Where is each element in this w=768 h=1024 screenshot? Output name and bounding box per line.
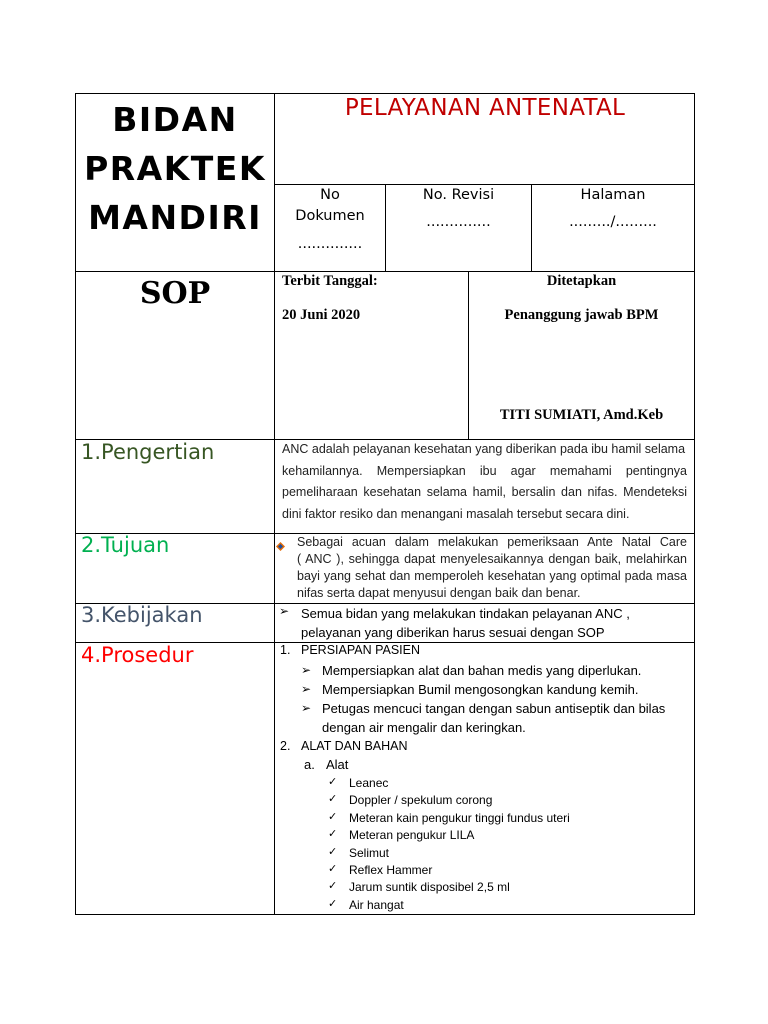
checkmark-icon: ✓ — [328, 844, 338, 858]
revision-value: .............. — [426, 214, 491, 230]
responsible-name: TITI SUMIATI, Amd.Keb — [499, 407, 664, 423]
arrow-bullet-icon: ➢ — [301, 682, 312, 696]
page-cell — [532, 185, 694, 233]
checkmark-icon: ✓ — [328, 896, 338, 910]
organization-name — [75, 93, 275, 242]
document-title: PELAYANAN ANTENATAL — [344, 95, 626, 121]
step-1-item-3: Petugas mencuci tangan dengan sabun antiseptik dan bilas — [322, 701, 666, 716]
alat-item: Doppler / spekulum corong — [349, 793, 493, 808]
row-divider-sop — [75, 271, 695, 272]
responsible-label: Penanggung jawab BPM — [504, 307, 659, 323]
doc-number-cell — [275, 185, 385, 255]
checkmark-icon: ✓ — [328, 827, 338, 841]
pengertian-line-3: pemeliharaan kesehatan selama hamil, bersalin dan nifas. Mendeteksi — [282, 485, 687, 499]
pengertian-text — [282, 439, 687, 525]
checkmark-icon: ✓ — [328, 879, 338, 893]
alat-item: Air hangat — [349, 897, 404, 912]
issued-label: Terbit Tanggal: — [282, 273, 378, 289]
step-1-item-3-cont: dengan air mengalir dan keringkan. — [322, 720, 526, 735]
alat-item: Meteran kain pengukur tinggi fundus uteri — [349, 810, 570, 825]
arrow-bullet-icon: ➢ — [301, 663, 312, 677]
checkmark-icon: ✓ — [328, 792, 338, 806]
pengertian-line-4: dini faktor resiko dan menangani masalah tersebut secara dini. — [282, 506, 630, 521]
page-value: ........./......... — [569, 214, 657, 230]
tujuan-line-4: nifas serta dapat menyusui dengan baik dan benar. — [297, 586, 581, 600]
checkmark-icon: ✓ — [328, 775, 338, 788]
step-2-sub-marker: a. — [304, 757, 315, 772]
step-2-number: 2. — [280, 739, 291, 753]
tujuan-text — [297, 534, 687, 602]
approved-label: Ditetapkan — [546, 273, 617, 289]
section-label-prosedur: 4.Prosedur — [81, 643, 194, 667]
revision-cell — [386, 185, 531, 233]
org-name-line-2: PRAKTEK — [84, 149, 266, 188]
alat-item: Leanec — [349, 776, 389, 790]
tujuan-line-3: bayi yang sehat dan memperoleh kesehatan yang optimal pada masa — [297, 569, 687, 583]
page-label: Halaman — [580, 187, 646, 203]
org-name-line-3: MANDIRI — [88, 198, 262, 237]
kebijakan-text — [301, 604, 691, 642]
doc-number-label-1: No — [320, 187, 340, 203]
checkmark-icon: ✓ — [328, 862, 338, 875]
section-label-kebijakan: 3.Kebijakan — [81, 603, 203, 627]
arrow-bullet-icon: ➢ — [279, 604, 290, 618]
tujuan-line-1: Sebagai acuan dalam melakukan pemeriksaan Ante Natal Care — [297, 535, 687, 549]
sop-label: SOP — [139, 276, 211, 311]
arrow-bullet-icon: ➢ — [301, 701, 312, 715]
checkmark-icon: ✓ — [328, 809, 338, 823]
alat-item: Meteran pengukur LILA — [349, 828, 475, 843]
kebijakan-line-2: pelayanan yang diberikan harus sesuai dengan SOP — [301, 625, 605, 640]
doc-number-label-2: Dokumen — [295, 208, 365, 224]
tujuan-line-2: ( ANC ), sehingga dapat menyelesaikannya dengan baik, melahirkan — [297, 552, 687, 566]
step-1-item-2: Mempersiapkan Bumil mengosongkan kandung kemih. — [322, 682, 639, 697]
table-border-right — [694, 93, 695, 915]
section-label-pengertian: 1.Pengertian — [81, 440, 215, 464]
section-label-tujuan: 2.Tujuan — [81, 533, 170, 557]
doc-number-value: .............. — [297, 236, 363, 252]
table-border-bottom — [75, 914, 695, 915]
alat-item: Jarum suntik disposibel 2,5 ml — [349, 880, 510, 895]
pengertian-line-2: kehamilannya. Mempersiapkan ibu agar memahami pentingnya — [282, 463, 687, 478]
sop-document-table — [75, 93, 695, 915]
step-2-sub-title: Alat — [326, 757, 349, 772]
revision-label: No. Revisi — [422, 187, 495, 203]
step-1-item-1: Mempersiapkan alat dan bahan medis yang diperlukan. — [322, 663, 642, 678]
kebijakan-line-1: Semua bidan yang melakukan tindakan pelayanan ANC , — [301, 606, 630, 621]
alat-item: Selimut — [349, 845, 390, 860]
step-1-number: 1. — [280, 643, 291, 657]
alat-item: Reflex Hammer — [349, 863, 433, 877]
step-1-title: PERSIAPAN PASIEN — [301, 643, 421, 657]
issued-date: 20 Juni 2020 — [282, 307, 361, 323]
pengertian-line-1: ANC adalah pelayanan kesehatan yang diberikan pada ibu hamil selama — [282, 442, 686, 456]
step-2-title: ALAT DAN BAHAN — [301, 739, 408, 753]
org-name-line-1: BIDAN — [112, 100, 238, 139]
diamond-bullet-icon — [276, 536, 285, 545]
